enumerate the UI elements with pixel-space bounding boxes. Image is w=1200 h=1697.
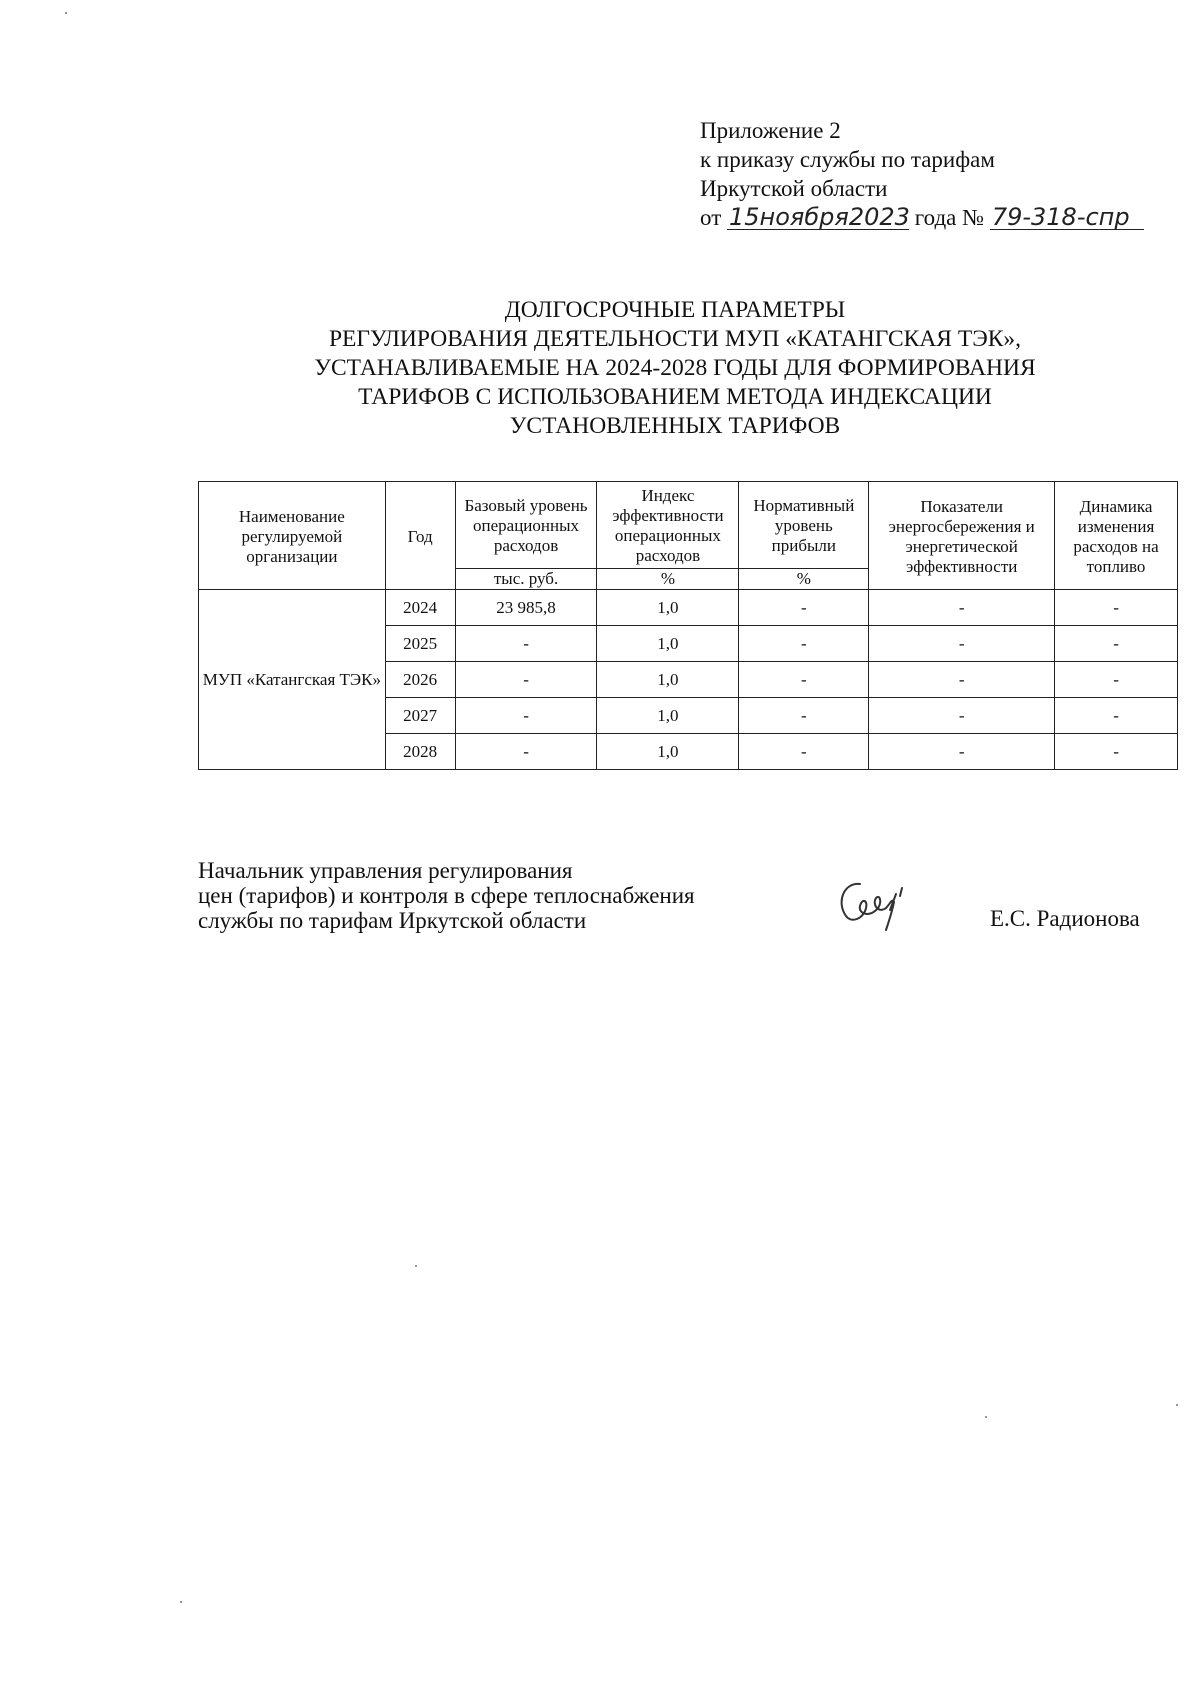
- fuel-dynamics-cell: -: [1055, 662, 1178, 698]
- scan-speck: [985, 1416, 987, 1418]
- signer-name: Е.С. Радионова: [990, 906, 1140, 931]
- base-level-cell: -: [455, 734, 597, 770]
- title-line: УСТАНАВЛИВАЕМЫЕ НА 2024-2028 ГОДЫ ДЛЯ ФОРМИРОВАНИЯ: [314, 355, 1036, 381]
- header-normative-profit: Нормативный уровень прибыли: [739, 482, 869, 569]
- title-line: ДОЛГОСРОЧНЫЕ ПАРАМЕТРЫ: [504, 297, 846, 323]
- signature-icon: [830, 872, 920, 932]
- title-line: РЕГУЛИРОВАНИЯ ДЕЯТЕЛЬНОСТИ МУП «КАТАНГСКАЯ ТЭК»,: [328, 326, 1022, 352]
- header-base-level: Базовый уровень операционных расходов: [455, 482, 597, 569]
- fuel-dynamics-cell: -: [1055, 626, 1178, 662]
- energy-indicators-cell: -: [869, 662, 1055, 698]
- normative-profit-cell: -: [739, 734, 869, 770]
- year-cell: 2028: [385, 734, 455, 770]
- signer-position-line: Начальник управления регулирования: [198, 858, 573, 883]
- base-level-cell: 23 985,8: [455, 590, 597, 626]
- appendix-block: [700, 116, 1144, 232]
- year-cell: 2025: [385, 626, 455, 662]
- normative-profit-cell: -: [739, 662, 869, 698]
- energy-indicators-cell: -: [869, 698, 1055, 734]
- fuel-dynamics-cell: -: [1055, 698, 1178, 734]
- fuel-dynamics-cell: -: [1055, 590, 1178, 626]
- scan-speck: [65, 12, 67, 14]
- normative-profit-cell: -: [739, 590, 869, 626]
- year-word: года №: [914, 205, 985, 230]
- appendix-title: Приложение 2: [700, 118, 841, 143]
- unit-efficiency-index: %: [597, 569, 739, 590]
- year-cell: 2024: [385, 590, 455, 626]
- energy-indicators-cell: -: [869, 626, 1055, 662]
- title-line: ТАРИФОВ С ИСПОЛЬЗОВАНИЕМ МЕТОДА ИНДЕКСАЦИИ: [358, 384, 992, 410]
- efficiency-index-cell: 1,0: [597, 734, 739, 770]
- base-level-cell: -: [455, 662, 597, 698]
- header-efficiency-index: Индекс эффективности операционных расходов: [597, 482, 739, 569]
- energy-indicators-cell: -: [869, 590, 1055, 626]
- header-fuel-dynamics: Динамика изменения расходов на топливо: [1055, 482, 1178, 590]
- parameters-table: [198, 481, 1178, 770]
- efficiency-index-cell: 1,0: [597, 698, 739, 734]
- document-title: [250, 296, 1100, 441]
- appendix-region: Иркутской области: [700, 176, 888, 201]
- handwritten-order-number: 79-318-спр: [990, 205, 1144, 230]
- scan-speck: [1176, 1404, 1178, 1406]
- year-cell: 2026: [385, 662, 455, 698]
- header-year: Год: [385, 482, 455, 590]
- normative-profit-cell: -: [739, 626, 869, 662]
- organization-cell: МУП «Катангская ТЭК»: [199, 590, 386, 770]
- scan-speck: [180, 1601, 182, 1603]
- normative-profit-cell: -: [739, 698, 869, 734]
- handwritten-date: 15ноября2023: [729, 203, 910, 231]
- header-org: Наименование регулируемой организации: [199, 482, 386, 590]
- signer-position-line: службы по тарифам Иркутской области: [198, 908, 587, 933]
- year-cell: 2027: [385, 698, 455, 734]
- signer-block: [198, 858, 695, 933]
- date-prefix: от: [700, 205, 722, 230]
- table-header-row: [199, 482, 1178, 569]
- unit-normative-profit: %: [739, 569, 869, 590]
- scan-speck: [415, 1265, 417, 1267]
- signer-position-line: цен (тарифов) и контроля в сфере теплоснабжения: [198, 883, 695, 908]
- appendix-date-line: [700, 203, 1144, 232]
- unit-base-level: тыс. руб.: [455, 569, 597, 590]
- fuel-dynamics-cell: -: [1055, 734, 1178, 770]
- appendix-order-ref: к приказу службы по тарифам: [700, 147, 995, 172]
- title-line: УСТАНОВЛЕННЫХ ТАРИФОВ: [509, 413, 841, 439]
- base-level-cell: -: [455, 698, 597, 734]
- energy-indicators-cell: -: [869, 734, 1055, 770]
- header-energy-indicators: Показатели энергосбережения и энергетической эффективности: [869, 482, 1055, 590]
- base-level-cell: -: [455, 626, 597, 662]
- table-row: [199, 590, 1178, 626]
- efficiency-index-cell: 1,0: [597, 590, 739, 626]
- efficiency-index-cell: 1,0: [597, 662, 739, 698]
- efficiency-index-cell: 1,0: [597, 626, 739, 662]
